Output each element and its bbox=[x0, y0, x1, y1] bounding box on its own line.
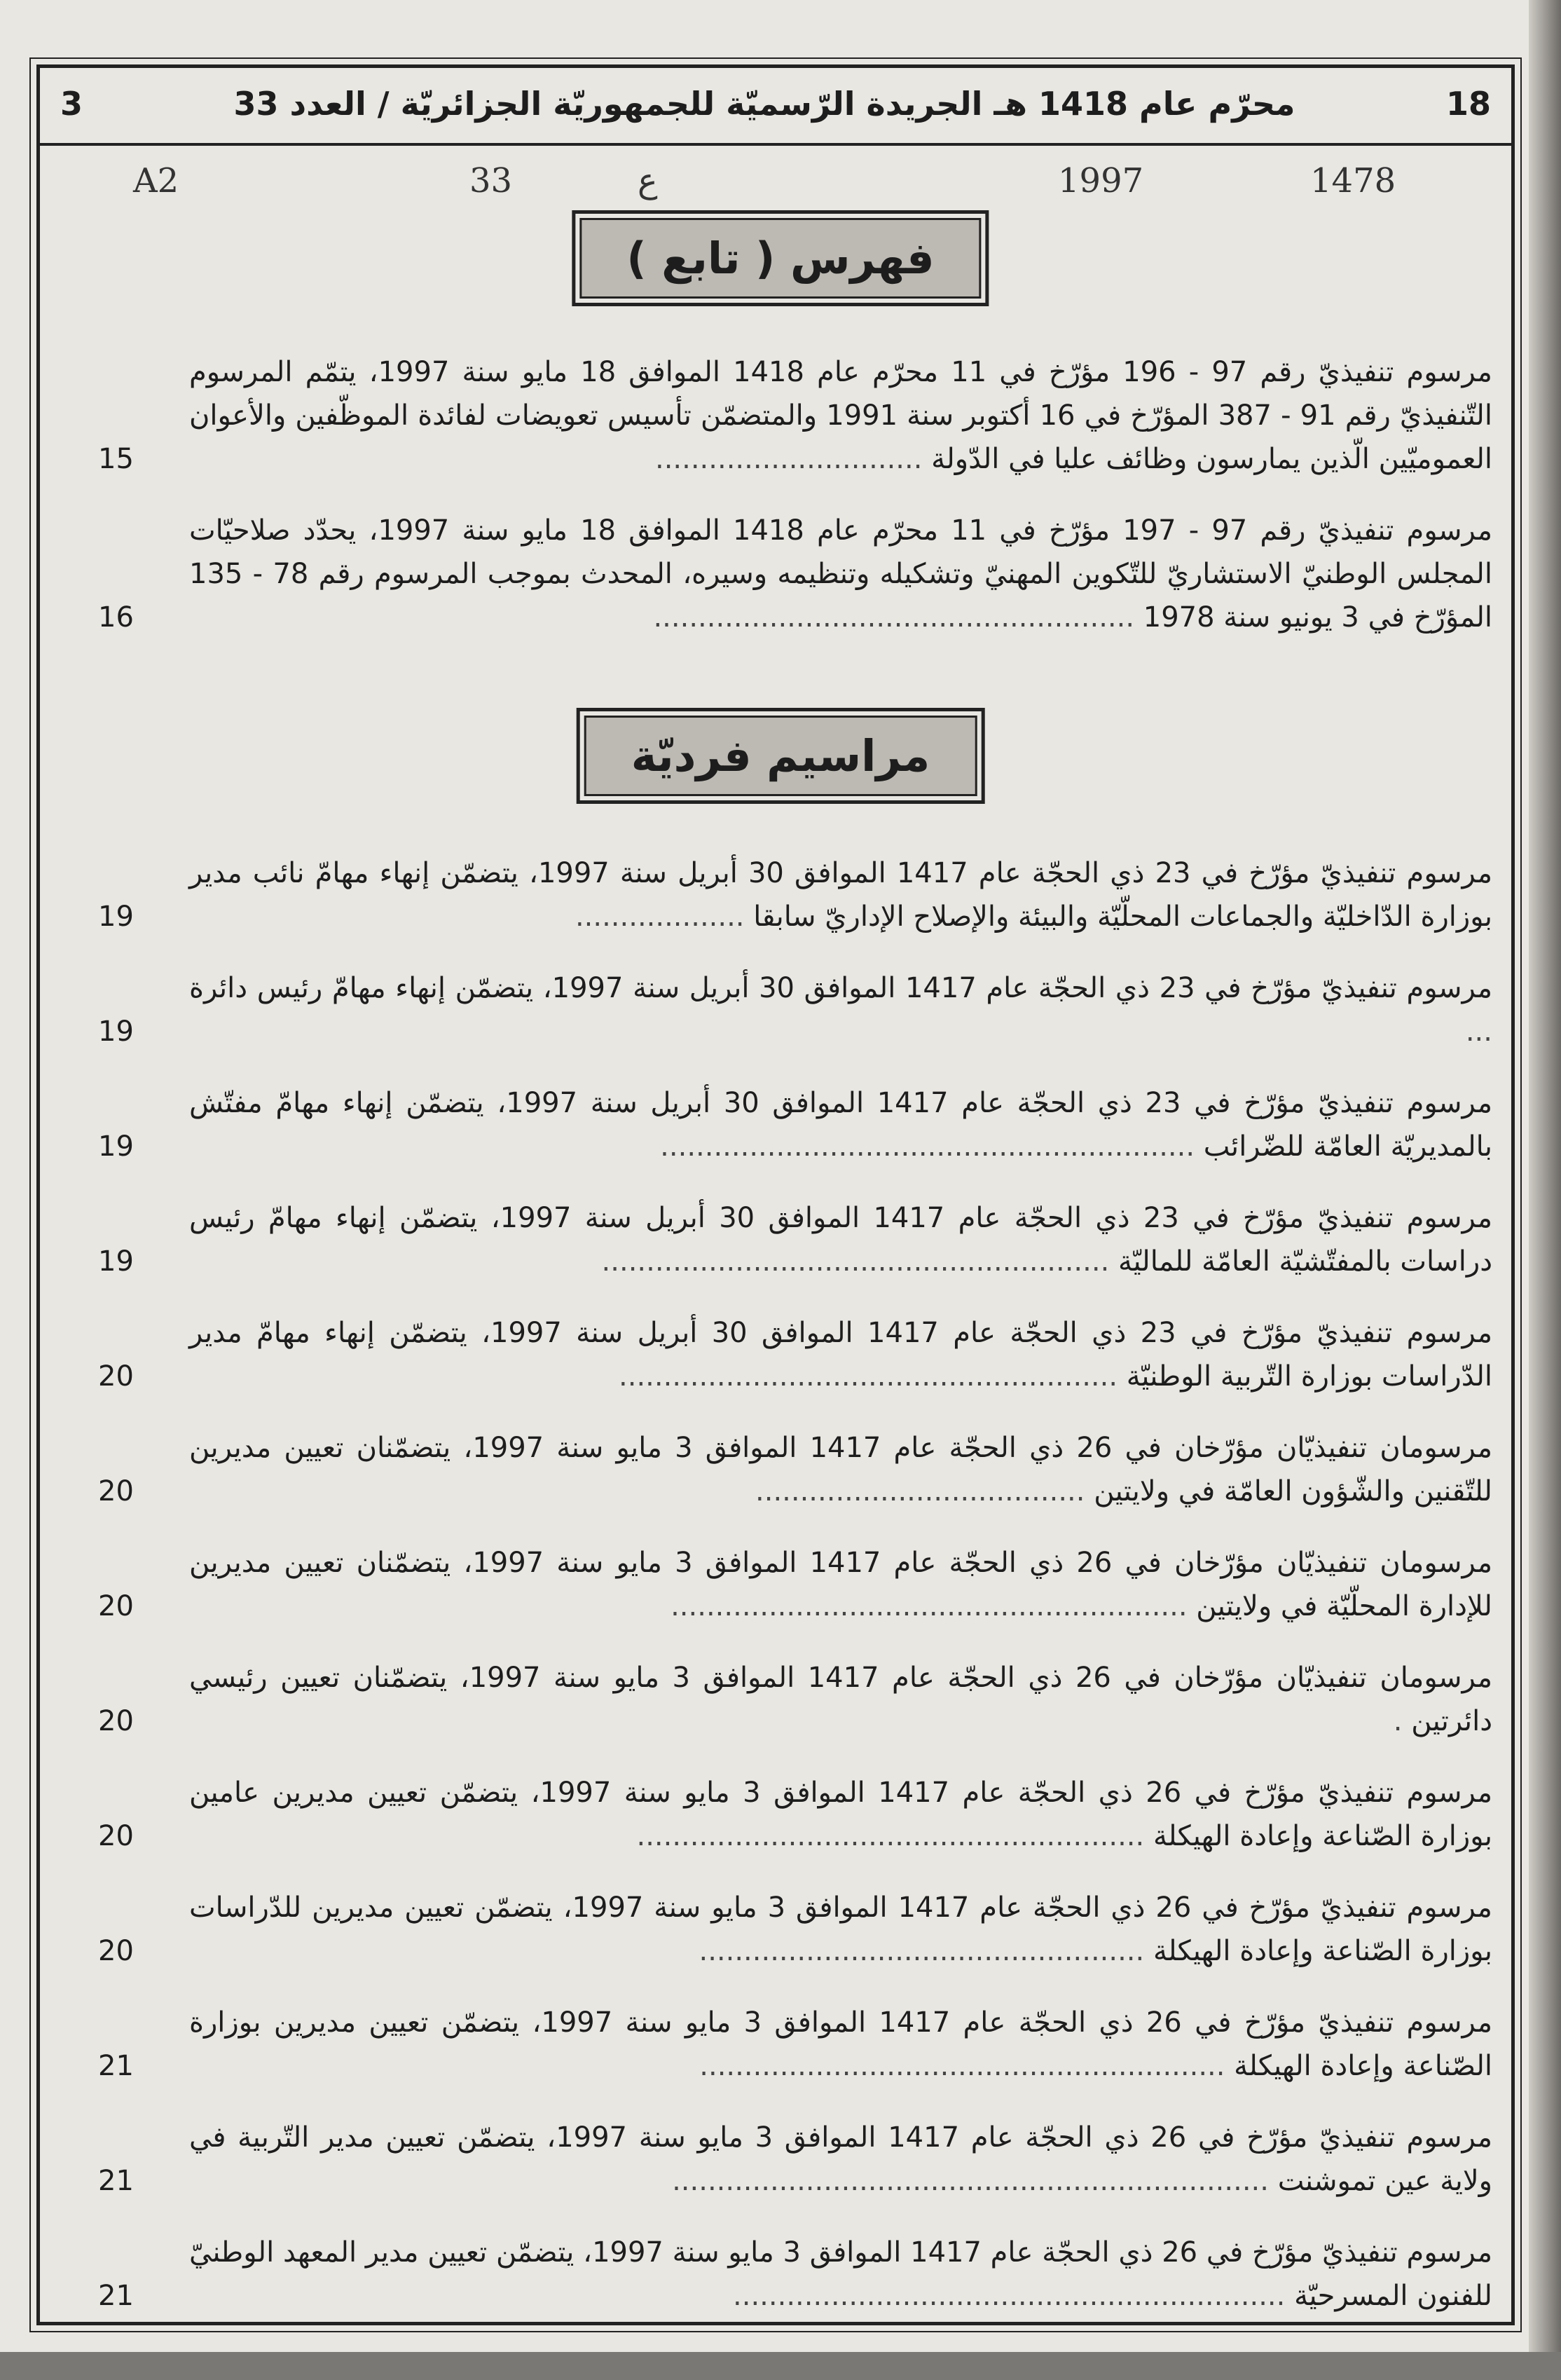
header-left-page-number: 3 bbox=[60, 85, 83, 123]
entry-page-number: 21 bbox=[98, 2050, 134, 2082]
entry-page-number: 20 bbox=[98, 1590, 134, 1622]
entry-page-number: 15 bbox=[98, 443, 134, 475]
entry-text: مرسوم تنفيذيّ مؤرّخ في 23 ذي الحجّة عام 1417 الموافق 30 أبريل سنة 1997، يتضمّن إنهاء مهامّ مدير الدّراسات بوزارة التّربية الوطنيّة bbox=[189, 1317, 1493, 1393]
decree-entry: مرسوم تنفيذيّ مؤرّخ في 26 ذي الحجّة عام 1417 الموافق 3 مايو سنة 1997، يتضمّن تعيين مدير المعهد الوطنيّ للفنون المسرحيّة .............................................................. 21 bbox=[98, 2231, 1492, 2318]
handwritten-note: ع bbox=[638, 161, 658, 200]
decree-entry: مرسوم تنفيذيّ مؤرّخ في 23 ذي الحجّة عام 1417 الموافق 30 أبريل سنة 1997، يتضمّن إنهاء مهامّ مدير الدّراسات بوزارة التّربية الوطنيّة ........................................................ 20 bbox=[98, 1311, 1492, 1398]
section-title-individual-decrees bbox=[577, 708, 985, 804]
entry-text: مرسوم تنفيذيّ مؤرّخ في 26 ذي الحجّة عام 1417 الموافق 3 مايو سنة 1997، يتضمّن تعيين مدير التّربية في ولاية عين تموشنت bbox=[189, 2121, 1492, 2197]
scan-bottom-edge bbox=[0, 2352, 1561, 2380]
header-right-page-number: 18 bbox=[1445, 85, 1491, 123]
entry-text: مرسوم تنفيذيّ مؤرّخ في 23 ذي الحجّة عام 1417 الموافق 30 أبريل سنة 1997، يتضمّن إنهاء مهامّ رئيس دائرة bbox=[189, 972, 1492, 1004]
entry-page-number: 19 bbox=[98, 1245, 134, 1278]
entry-page-number: 20 bbox=[98, 1705, 134, 1737]
entry-text: مرسومان تنفيذيّان مؤرّخان في 26 ذي الحجّة عام 1417 الموافق 3 مايو سنة 1997، يتضمّنان تعيين رئيسي دائرتين bbox=[189, 1662, 1492, 1737]
decree-entry: مرسوم تنفيذيّ مؤرّخ في 26 ذي الحجّة عام 1417 الموافق 3 مايو سنة 1997، يتضمّن تعيين مدير التّربية في ولاية عين تموشنت ................................................................... 21 bbox=[98, 2116, 1492, 2203]
entry-text: مرسوم تنفيذيّ رقم 97 - 197 مؤرّخ في 11 محرّم عام 1418 الموافق 18 مايو سنة 1997، يحدّد صلاحيّات المجلس الوطنيّ الاستشاريّ للتّكوين المهنيّ وتشكيله وتنظيمه وسيره، المحدث بموجب المرسوم رقم 78 - 135 المؤرّخ في 3 يونيو سنة 1978 bbox=[189, 514, 1492, 634]
handwritten-annotations bbox=[105, 161, 1436, 210]
entry-page-number: 20 bbox=[98, 1360, 134, 1393]
entry-text: مرسوم تنفيذيّ مؤرّخ في 23 ذي الحجّة عام 1417 الموافق 30 أبريل سنة 1997، يتضمّن إنهاء مهامّ مفتّش بالمديريّة العامّة للضّرائب bbox=[189, 1087, 1493, 1163]
page-header bbox=[36, 64, 1515, 146]
index-entries bbox=[98, 350, 1492, 667]
decree-entry: مرسوم تنفيذيّ مؤرّخ في 23 ذي الحجّة عام 1417 الموافق 30 أبريل سنة 1997، يتضمّن إنهاء مهامّ نائب مدير بوزارة الدّاخليّة والجماعات المحلّيّة والبيئة والإصلاح الإداريّ سابقا ................... 19 bbox=[98, 852, 1492, 938]
scan-edge-shadow bbox=[1529, 0, 1561, 2380]
decree-entry: مرسومان تنفيذيّان مؤرّخان في 26 ذي الحجّة عام 1417 الموافق 3 مايو سنة 1997، يتضمّنان تعيين رئيسي دائرتين . 20 bbox=[98, 1656, 1492, 1743]
header-title: محرّم عام 1418 هـ الجريدة الرّسميّة للجمهوريّة الجزائريّة / العدد 33 bbox=[233, 85, 1295, 123]
section-title-index bbox=[572, 210, 989, 306]
index-entry: مرسوم تنفيذيّ رقم 97 - 196 مؤرّخ في 11 محرّم عام 1418 الموافق 18 مايو سنة 1997، يتمّم المرسوم التّنفيذيّ رقم 91 - 387 المؤرّخ في 16 أكتوبر سنة 1991 والمتضمّن تأسيس تعويضات لفائدة الموظّفين والأعوان العموميّين الّذين يمارسون وظائف عليا في الدّولة .............................. 15 bbox=[98, 350, 1492, 481]
entry-page-number: 21 bbox=[98, 2165, 134, 2197]
entry-text: مرسومان تنفيذيّان مؤرّخان في 26 ذي الحجّة عام 1417 الموافق 3 مايو سنة 1997، يتضمّنان تعيين مديرين للتّقنين والشّؤون العامّة في ولايتين bbox=[189, 1432, 1492, 1507]
entry-page-number: 20 bbox=[98, 1820, 134, 1852]
decree-entry: مرسومان تنفيذيّان مؤرّخان في 26 ذي الحجّة عام 1417 الموافق 3 مايو سنة 1997، يتضمّنان تعيين مديرين للإدارة المحلّيّة في ولايتين .......................................................... 20 bbox=[98, 1541, 1492, 1628]
entry-text: مرسوم تنفيذيّ مؤرّخ في 26 ذي الحجّة عام 1417 الموافق 3 مايو سنة 1997، يتضمّن تعيين مدير المعهد الوطنيّ للفنون المسرحيّة bbox=[189, 2236, 1492, 2312]
entry-text: مرسوم تنفيذيّ مؤرّخ في 23 ذي الحجّة عام 1417 الموافق 30 أبريل سنة 1997، يتضمّن إنهاء مهامّ رئيس دراسات بالمفتّشيّة العامّة للماليّة bbox=[189, 1202, 1493, 1278]
entry-page-number: 19 bbox=[98, 1130, 134, 1163]
entry-text: مرسوم تنفيذيّ مؤرّخ في 26 ذي الحجّة عام 1417 الموافق 3 مايو سنة 1997، يتضمّن تعيين مديرين للدّراسات بوزارة الصّناعة وإعادة الهيكلة bbox=[189, 1892, 1492, 1967]
entry-text: مرسوم تنفيذيّ مؤرّخ في 26 ذي الحجّة عام 1417 الموافق 3 مايو سنة 1997، يتضمّن تعيين مديرين عامين بوزارة الصّناعة وإعادة الهيكلة bbox=[189, 1777, 1492, 1852]
entry-text: مرسومان تنفيذيّان مؤرّخان في 26 ذي الحجّة عام 1417 الموافق 3 مايو سنة 1997، يتضمّنان تعيين مديرين للإدارة المحلّيّة في ولايتين bbox=[189, 1547, 1492, 1622]
entry-page-number: 20 bbox=[98, 1935, 134, 1967]
entry-page-number: 16 bbox=[98, 601, 134, 634]
entry-text: مرسوم تنفيذيّ مؤرّخ في 23 ذي الحجّة عام 1417 الموافق 30 أبريل سنة 1997، يتضمّن إنهاء مهامّ نائب مدير بوزارة الدّاخليّة والجماعات المحلّيّة والبيئة والإصلاح الإداريّ سابقا bbox=[189, 857, 1492, 933]
decree-entry: مرسوم تنفيذيّ مؤرّخ في 23 ذي الحجّة عام 1417 الموافق 30 أبريل سنة 1997، يتضمّن إنهاء مهامّ رئيس دائرة ... 19 bbox=[98, 966, 1492, 1053]
handwritten-note: A2 bbox=[133, 161, 179, 200]
decree-entry: مرسوم تنفيذيّ مؤرّخ في 23 ذي الحجّة عام 1417 الموافق 30 أبريل سنة 1997، يتضمّن إنهاء مهامّ مفتّش بالمديريّة العامّة للضّرائب ............................................................ 19 bbox=[98, 1081, 1492, 1168]
handwritten-note: 1997 bbox=[1058, 161, 1144, 200]
entry-page-number: 20 bbox=[98, 1475, 134, 1507]
section-title-text: فهرس ( تابع ) bbox=[579, 218, 981, 299]
entry-text: مرسوم تنفيذيّ رقم 97 - 196 مؤرّخ في 11 محرّم عام 1418 الموافق 18 مايو سنة 1997، يتمّم المرسوم التّنفيذيّ رقم 91 - 387 المؤرّخ في 16 أكتوبر سنة 1991 والمتضمّن تأسيس تعويضات لفائدة الموظّفين والأعوان العموميّين الّذين يمارسون وظائف عليا في الدّولة bbox=[189, 356, 1492, 475]
index-entry: مرسوم تنفيذيّ رقم 97 - 197 مؤرّخ في 11 محرّم عام 1418 الموافق 18 مايو سنة 1997، يحدّد صلاحيّات المجلس الوطنيّ الاستشاريّ للتّكوين المهنيّ وتشكيله وتنظيمه وسيره، المحدث بموجب المرسوم رقم 78 - 135 المؤرّخ في 3 يونيو سنة 1978 ...................................................... 16 bbox=[98, 509, 1492, 639]
entry-page-number: 19 bbox=[98, 1015, 134, 1048]
entry-page-number: 19 bbox=[98, 901, 134, 933]
individual-decree-entries bbox=[98, 852, 1492, 2346]
decree-entry: مرسومان تنفيذيّان مؤرّخان في 26 ذي الحجّة عام 1417 الموافق 3 مايو سنة 1997، يتضمّنان تعيين مديرين للتّقنين والشّؤون العامّة في ولايتين ..................................... 20 bbox=[98, 1426, 1492, 1513]
entry-page-number: 21 bbox=[98, 2280, 134, 2312]
decree-entry: مرسوم تنفيذيّ مؤرّخ في 26 ذي الحجّة عام 1417 الموافق 3 مايو سنة 1997، يتضمّن تعيين مديرين للدّراسات بوزارة الصّناعة وإعادة الهيكلة .................................................. 20 bbox=[98, 1886, 1492, 1973]
handwritten-note: 1478 bbox=[1310, 161, 1396, 200]
handwritten-note: 33 bbox=[469, 161, 513, 200]
section-title-text: مراسيم فرديّة bbox=[584, 716, 977, 796]
decree-entry: مرسوم تنفيذيّ مؤرّخ في 23 ذي الحجّة عام 1417 الموافق 30 أبريل سنة 1997، يتضمّن إنهاء مهامّ رئيس دراسات بالمفتّشيّة العامّة للماليّة ......................................................... 19 bbox=[98, 1196, 1492, 1283]
entry-text: مرسوم تنفيذيّ مؤرّخ في 26 ذي الحجّة عام 1417 الموافق 3 مايو سنة 1997، يتضمّن تعيين مديرين بوزارة الصّناعة وإعادة الهيكلة bbox=[189, 2006, 1492, 2082]
decree-entry: مرسوم تنفيذيّ مؤرّخ في 26 ذي الحجّة عام 1417 الموافق 3 مايو سنة 1997، يتضمّن تعيين مديرين بوزارة الصّناعة وإعادة الهيكلة ........................................................... 21 bbox=[98, 2001, 1492, 2088]
decree-entry: مرسوم تنفيذيّ مؤرّخ في 26 ذي الحجّة عام 1417 الموافق 3 مايو سنة 1997، يتضمّن تعيين مديرين عامين بوزارة الصّناعة وإعادة الهيكلة ......................................................... 20 bbox=[98, 1771, 1492, 1858]
